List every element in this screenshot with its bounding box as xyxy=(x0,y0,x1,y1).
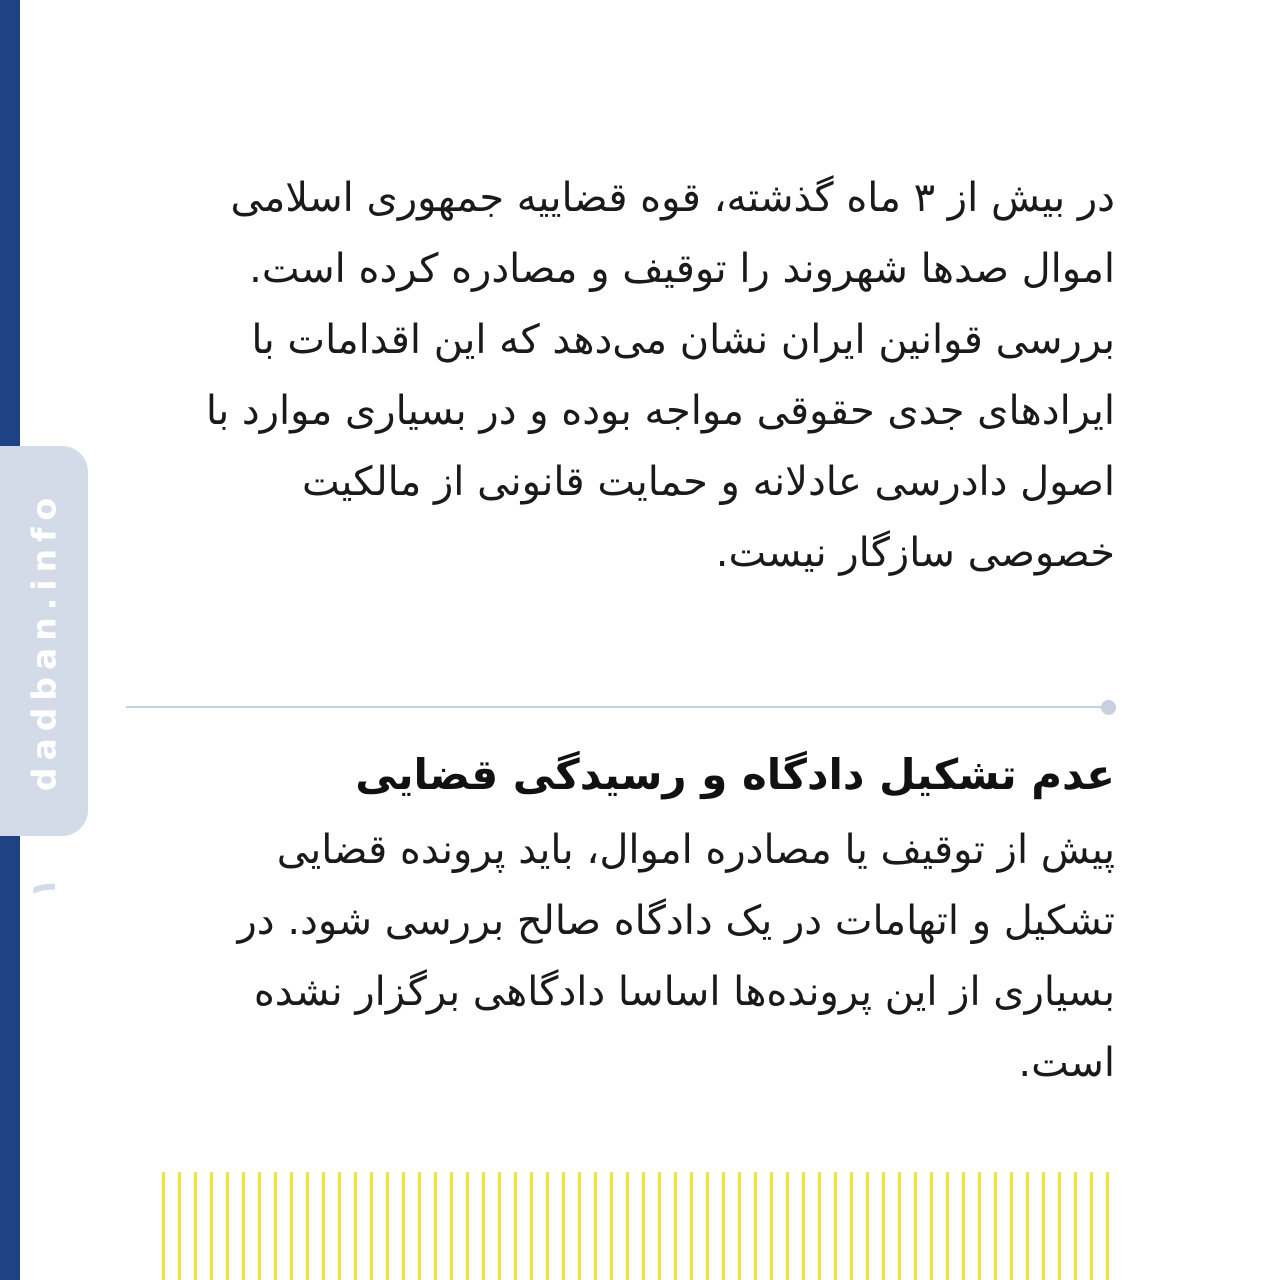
section-paragraph: پیش از توقیف یا مصادره اموال، باید پرونده قضایی تشکیل و اتهامات در یک دادگاه صالح بررسی شود. در بسیاری از این پرونده‌ها اساسا دادگاهی برگزار نشده است. xyxy=(237,827,1115,1086)
divider-dot xyxy=(1101,700,1116,715)
page-number: ۱ xyxy=(24,877,64,899)
site-label: dadban.info xyxy=(24,490,64,792)
intro-paragraph: در بیش از ۳ ماه گذشته، قوه قضاییه جمهوری اسلامی اموال صدها شهروند را توقیف و مصادره کرده است. بررسی قوانین ایران نشان می‌دهد که این اقدامات با ایرادهای جدی حقوقی مواجه بوده و در بسیاری موارد با اصول دادرسی عادلانه و حمایت قانونی از مالکیت خصوصی سازگار نیست. xyxy=(205,175,1115,576)
section-divider xyxy=(126,706,1104,708)
decorative-stripes xyxy=(162,1172,1120,1280)
section-heading: عدم تشکیل دادگاه و رسیدگی قضایی xyxy=(355,750,1115,799)
